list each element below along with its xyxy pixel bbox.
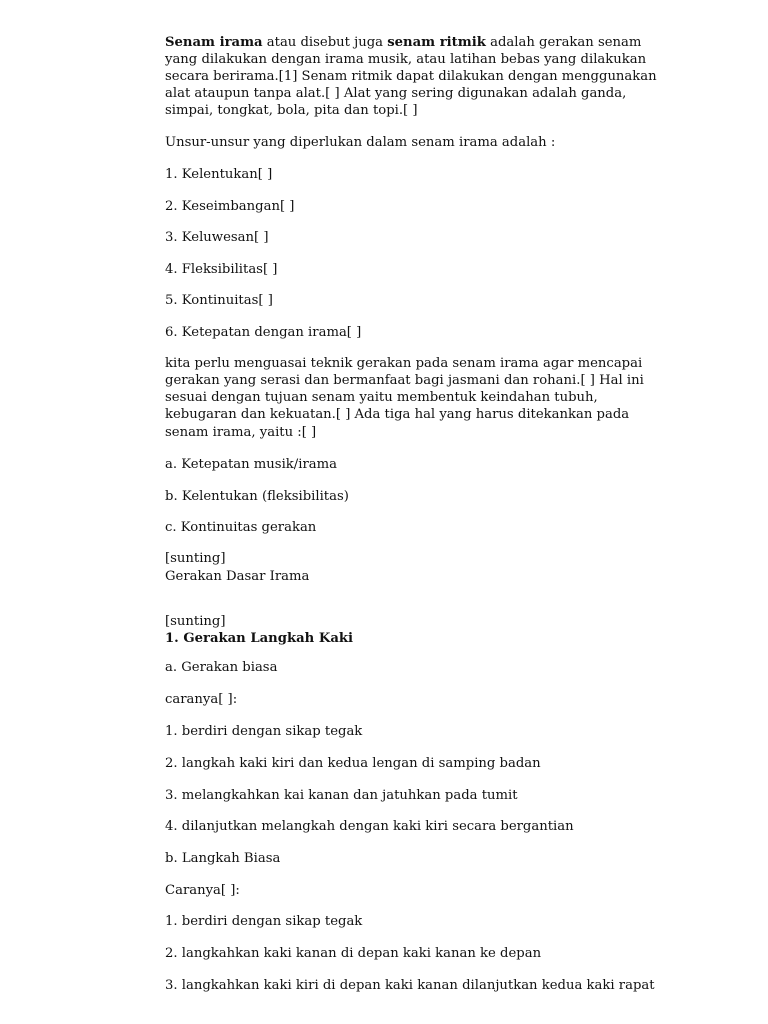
- unsur-item: 4. Fleksibilitas[ ]: [165, 262, 278, 277]
- list-item: c. Kontinuitas gerakan: [165, 520, 317, 535]
- section-heading: 1. Gerakan Langkah Kaki: [165, 631, 354, 646]
- unsur-item: 3. Keluwesan[ ]: [165, 230, 269, 245]
- unsur-item: 6. Ketepatan dengan irama[ ]: [165, 325, 362, 340]
- step-item: 1. berdiri dengan sikap tegak: [165, 914, 363, 929]
- caranya-label: caranya[ ]:: [165, 692, 238, 707]
- edit-link[interactable]: [sunting]: [165, 614, 226, 629]
- intro-line-1: [165, 35, 641, 51]
- term-senam-ritmik: senam ritmik: [387, 35, 486, 50]
- unsur-item: 1. Kelentukan[ ]: [165, 167, 273, 182]
- section-title: Gerakan Dasar Irama: [165, 569, 310, 584]
- sub-heading: b. Langkah Biasa: [165, 851, 281, 866]
- sub-heading: a. Gerakan biasa: [165, 660, 278, 675]
- step-item: 2. langkahkan kaki kanan di depan kaki kanan ke depan: [165, 946, 542, 961]
- para2-line: kita perlu menguasai teknik gerakan pada senam irama agar mencapai: [165, 356, 643, 371]
- para2-line: kebugaran dan kekuatan.[ ] Ada tiga hal yang harus ditekankan pada: [165, 407, 630, 422]
- unsur-intro: Unsur-unsur yang diperlukan dalam senam irama adalah :: [165, 135, 556, 150]
- term-senam-irama: Senam irama: [165, 35, 263, 50]
- step-item: 3. langkahkan kaki kiri di depan kaki kanan dilanjutkan kedua kaki rapat: [165, 978, 655, 993]
- intro-line-3: secara berirama.[1] Senam ritmik dapat dilakukan dengan menggunakan: [165, 69, 657, 84]
- para2-line: gerakan yang serasi dan bermanfaat bagi jasmani dan rohani.[ ] Hal ini: [165, 373, 644, 388]
- list-item: b. Kelentukan (fleksibilitas): [165, 489, 349, 504]
- edit-link[interactable]: [sunting]: [165, 551, 226, 566]
- intro-text: atau disebut juga: [262, 35, 388, 50]
- intro-line-5: simpai, tongkat, bola, pita dan topi.[ ]: [165, 103, 418, 118]
- intro-line-4: alat ataupun tanpa alat.[ ] Alat yang sering digunakan adalah ganda,: [165, 86, 627, 101]
- step-item: 2. langkah kaki kiri dan kedua lengan di samping badan: [165, 756, 541, 771]
- caranya-label: Caranya[ ]:: [165, 883, 240, 898]
- unsur-item: 2. Keseimbangan[ ]: [165, 199, 295, 214]
- intro-line-2: yang dilakukan dengan irama musik, atau latihan bebas yang dilakukan: [165, 52, 647, 67]
- step-item: 1. berdiri dengan sikap tegak: [165, 724, 363, 739]
- para2-line: senam irama, yaitu :[ ]: [165, 425, 317, 440]
- step-item: 4. dilanjutkan melangkah dengan kaki kiri secara bergantian: [165, 819, 574, 834]
- step-item: 3. melangkahkan kai kanan dan jatuhkan pada tumit: [165, 788, 518, 803]
- para2-line: sesuai dengan tujuan senam yaitu membentuk keindahan tubuh,: [165, 390, 598, 405]
- list-item: a. Ketepatan musik/irama: [165, 457, 337, 472]
- unsur-item: 5. Kontinuitas[ ]: [165, 293, 273, 308]
- intro-text: adalah gerakan senam: [485, 35, 642, 50]
